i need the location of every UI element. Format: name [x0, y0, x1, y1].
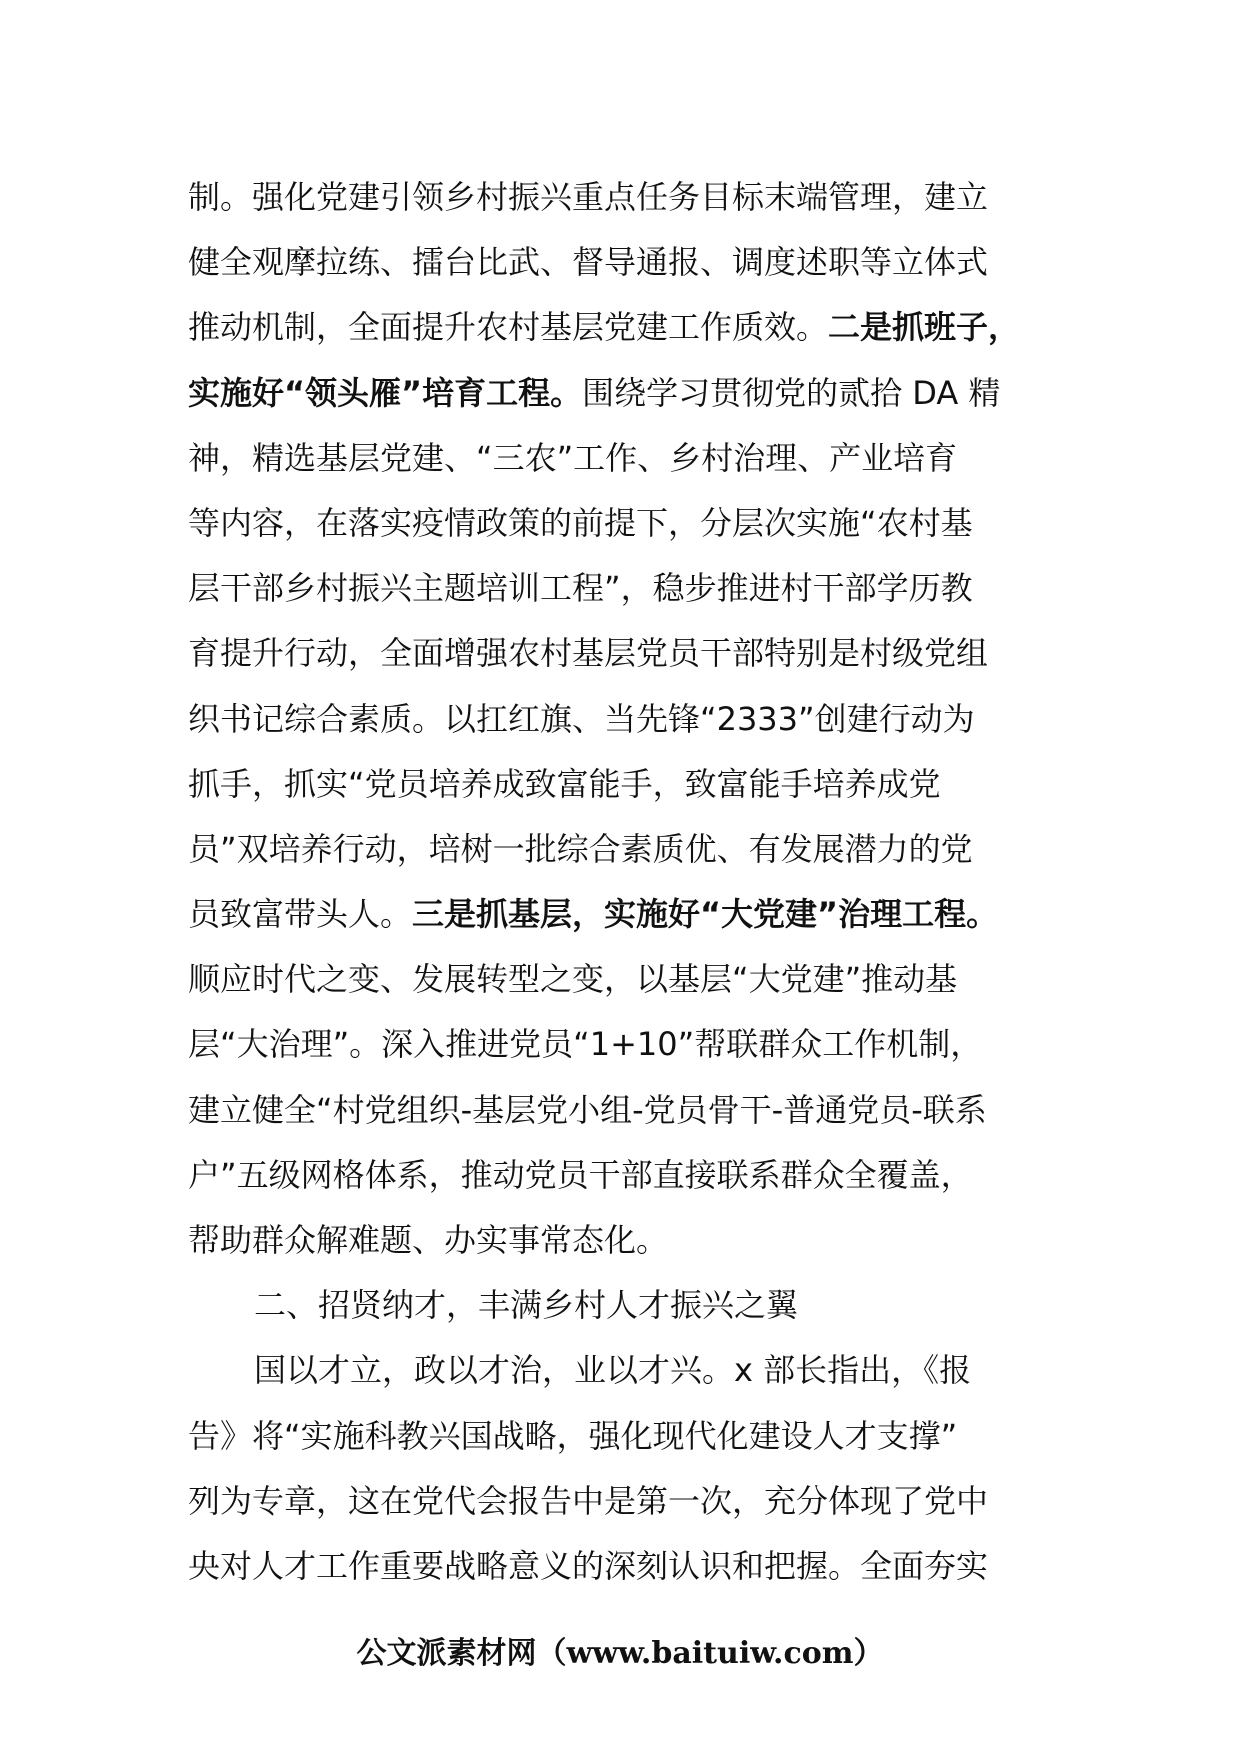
- text-segment: 制。强化党建引领乡村振兴重点任务目标末端管理，建立: [188, 178, 989, 216]
- text-line: [188, 1273, 1068, 1338]
- text-line: [188, 1012, 1068, 1077]
- text-segment: 等内容，在落实疫情政策的前提下，分层次实施“农村基: [188, 503, 973, 542]
- text-line: [188, 1404, 1068, 1469]
- text-segment: 抓手，抓实“党员培养成致富能手，致富能手培养成党: [188, 764, 941, 803]
- text-segment: 二、招贤纳才，丰满乡村人才振兴之翼: [254, 1286, 799, 1325]
- text-line: [188, 687, 1068, 752]
- text-segment: 育提升行动，全面增强农村基层党员干部特别是村级党组: [188, 634, 989, 673]
- text-segment: 建立健全“村党组织-基层党小组-党员骨干-普通党员-联系: [188, 1090, 987, 1129]
- text-segment: 户”五级网格体系，推动党员干部直接联系群众全覆盖，: [188, 1155, 973, 1194]
- text-line: [188, 1208, 1068, 1273]
- text-line: [188, 491, 1068, 556]
- text-segment: 列为专章，这在党代会报告中是第一次，充分体现了党中: [188, 1481, 989, 1520]
- text-segment: 国以才立，政以才治，业以才兴。x 部长指出，《报: [254, 1351, 972, 1390]
- bold-text-segment: 三是抓基层，实施好“大党建”治理工程。: [412, 895, 999, 934]
- text-segment: 层“大治理”。深入推进党员“1+10”帮联群众工作机制，: [188, 1025, 983, 1064]
- footer-watermark: 公文派素材网（www.baituiw.com）: [356, 1636, 884, 1671]
- text-line: [188, 817, 1068, 882]
- text-segment: 围绕学习贯彻党的贰拾 DA 精: [582, 373, 1001, 412]
- text-segment: 健全观摩拉练、擂台比武、督导通报、调度述职等立体式: [188, 243, 989, 282]
- text-line: [188, 1078, 1068, 1143]
- text-segment: 顺应时代之变、发展转型之变，以基层“大党建”推动基: [188, 960, 958, 999]
- text-line: [188, 621, 1068, 686]
- text-segment: 员致富带头人。: [188, 895, 413, 934]
- text-segment: 员”双培养行动，培树一批综合素质优、有发展潜力的党: [188, 829, 973, 868]
- text-line: [188, 295, 1068, 360]
- text-line: [188, 947, 1068, 1012]
- text-line: [188, 882, 1068, 947]
- text-segment: 神，精选基层党建、“三农”工作、乡村治理、产业培育: [188, 438, 958, 477]
- text-segment: 告》将“实施科教兴国战略，强化现代化建设人才支撑”: [188, 1416, 958, 1455]
- text-line: [188, 1143, 1068, 1208]
- text-line: [188, 230, 1068, 295]
- text-segment: 推动机制，全面提升农村基层党建工作质效。: [188, 308, 829, 347]
- bold-text-segment: 二是抓班子，: [828, 308, 1021, 347]
- text-line: [188, 1338, 1068, 1403]
- document-body: [188, 165, 1068, 1599]
- text-line: [188, 1469, 1068, 1534]
- text-line: [188, 556, 1068, 621]
- text-segment: 层干部乡村振兴主题培训工程”，稳步推进村干部学历教: [188, 569, 973, 608]
- bold-text-segment: 实施好“领头雁”培育工程。: [188, 373, 583, 412]
- text-line: [188, 1534, 1068, 1599]
- text-line: [188, 426, 1068, 491]
- text-segment: 帮助群众解难题、办实事常态化。: [188, 1221, 669, 1259]
- text-line: [188, 361, 1068, 426]
- text-line: [188, 752, 1068, 817]
- text-segment: 央对人才工作重要战略意义的深刻认识和把握。全面夯实: [188, 1546, 989, 1585]
- text-segment: 织书记综合素质。以扛红旗、当先锋“2333”创建行动为: [188, 699, 975, 738]
- text-line: [188, 165, 1068, 230]
